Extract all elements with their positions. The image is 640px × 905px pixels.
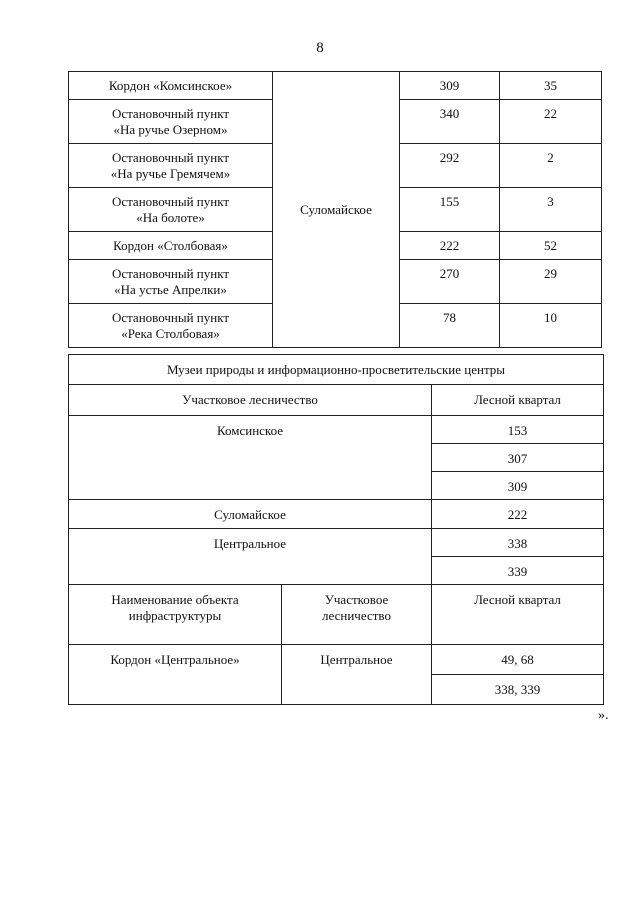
header-infra-name-line2: инфраструктуры (128, 608, 222, 623)
header-forestry: Участковое лесничество (69, 385, 432, 416)
table-row (69, 529, 604, 557)
quarter-cell: 222 (432, 500, 604, 529)
forestry-cell-centralnoe: Центральное (69, 529, 432, 585)
area-cell: 10 (500, 304, 602, 348)
quarter-cell: 270 (400, 260, 500, 304)
header-infra-forestry (282, 585, 432, 645)
forestry-name: Суломайское (300, 201, 372, 217)
forestry-cell (273, 72, 400, 348)
section-title: Музеи природы и информационно-просветительские центры (69, 355, 604, 385)
table-row (69, 385, 604, 416)
object-name-line1: Остановочный пункт (111, 266, 230, 281)
header-infra-name-line1: Наименование объекта (111, 592, 239, 607)
header-infra-name (69, 585, 282, 645)
quarter-cell: 78 (400, 304, 500, 348)
quarter-cell: 340 (400, 100, 500, 144)
header-quarter: Лесной квартал (432, 385, 604, 416)
object-name-cell (69, 144, 273, 188)
object-name-line1: Остановочный пункт (111, 106, 230, 121)
page-number: 8 (316, 40, 324, 56)
quarter-cell: 155 (400, 188, 500, 232)
quarter-cell: 222 (400, 232, 500, 260)
table-row (69, 72, 602, 100)
object-name-line1: Остановочный пункт (111, 194, 230, 209)
object-name-line2: «На ручье Озерном» (113, 122, 228, 137)
object-name-line2: «На устье Апрелки» (114, 282, 227, 297)
quarter-cell: 338 (432, 529, 604, 557)
header-infra-forestry-line2: лесничество (322, 608, 391, 623)
table-row (69, 355, 604, 385)
area-cell: 3 (500, 188, 602, 232)
area-cell: 22 (500, 100, 602, 144)
cordon-forestry-cell: Центральное (282, 645, 432, 705)
quarter-cell: 339 (432, 557, 604, 585)
quarter-cell: 153 (432, 416, 604, 444)
forestry-cell-sulomayskoe: Суломайское (69, 500, 432, 529)
area-cell: 52 (500, 232, 602, 260)
object-name-line1: Кордон «Столбовая» (113, 238, 228, 253)
object-name-cell (69, 72, 273, 100)
area-cell: 29 (500, 260, 602, 304)
header-infra-forestry-line1: Участковое (324, 592, 389, 607)
object-name-line2: «Река Столбовая» (121, 326, 220, 341)
cordon-name-cell: Кордон «Центральное» (69, 645, 282, 705)
object-name-line1: Остановочный пункт (111, 310, 230, 325)
object-name-cell (69, 304, 273, 348)
table-row (69, 500, 604, 529)
infrastructure-table (68, 71, 602, 348)
table-row (69, 645, 604, 675)
object-name-cell (69, 100, 273, 144)
quarter-cell: 307 (432, 444, 604, 472)
quarter-cell: 309 (400, 72, 500, 100)
object-name-cell (69, 260, 273, 304)
quarter-cell: 309 (432, 472, 604, 500)
object-name-line2: «На ручье Гремячем» (110, 166, 231, 181)
object-name-line1: Кордон «Комсинское» (108, 78, 233, 93)
object-name-cell (69, 188, 273, 232)
museums-table (68, 354, 604, 705)
area-cell: 2 (500, 144, 602, 188)
table-row (69, 585, 604, 645)
header-infra-quarter: Лесной квартал (432, 585, 604, 645)
area-cell: 35 (500, 72, 602, 100)
quarter-cell: 49, 68 (432, 645, 604, 675)
quarter-cell: 292 (400, 144, 500, 188)
object-name-line1: Остановочный пункт (111, 150, 230, 165)
forestry-cell-komsinskoe: Комсинское (69, 416, 432, 500)
object-name-line2: «На болоте» (136, 210, 205, 225)
closing-quote-mark: ». (598, 708, 609, 723)
quarter-cell: 338, 339 (432, 675, 604, 705)
object-name-cell (69, 232, 273, 260)
table-row (69, 416, 604, 444)
